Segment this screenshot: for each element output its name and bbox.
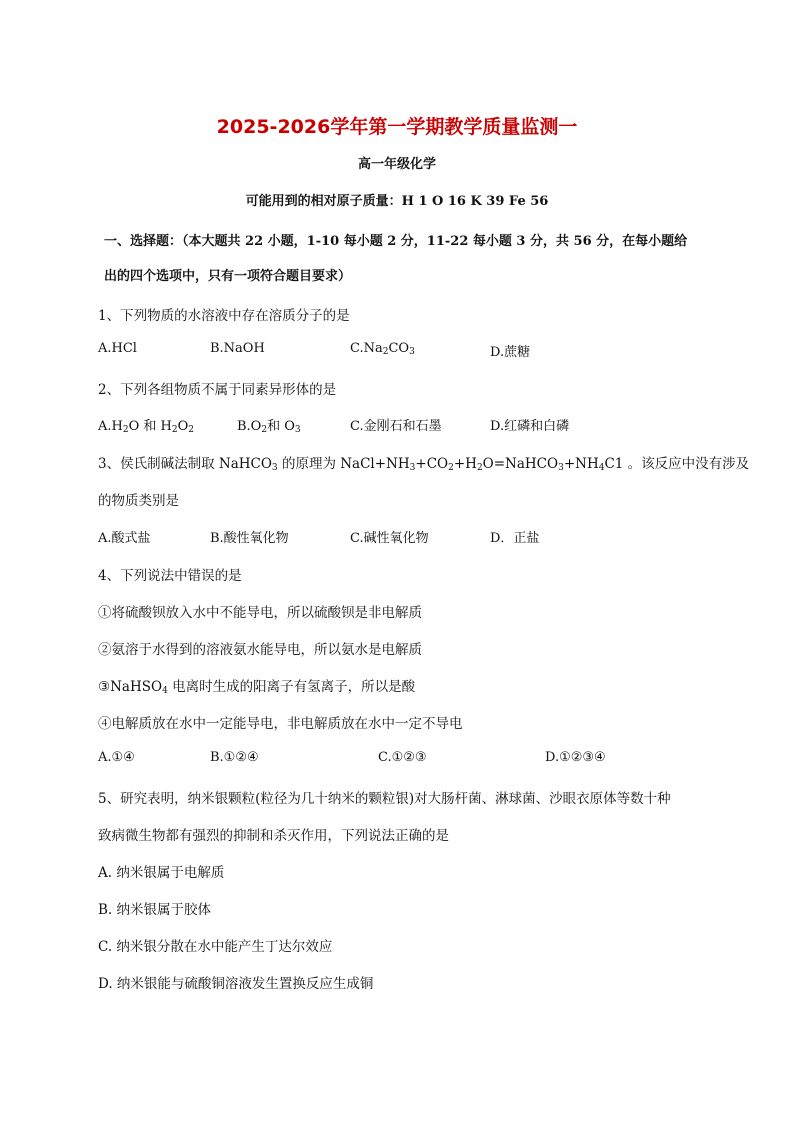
q1-stem: 1、下列物质的水溶液中存在溶质分子的是 [98,308,350,324]
q1-option-b: B.NaOH [210,341,265,356]
q4-option-c: C.①②③ [378,750,427,765]
q3-option-d: D．正盐 [490,531,540,546]
q3-stem-line2: 的物质类别是 [98,493,179,509]
q4-option-d: D.①②③④ [545,750,606,765]
exam-title: 2025-2026学年第一学期教学质量监测一 [216,116,578,138]
q1-option-c: $C.Na_2CO_3$ [350,341,415,357]
q4-statement-4: ④电解质放在水中一定能导电，非电解质放在水中一定不导电 [98,716,463,732]
q2-stem: 2、下列各组物质不属于同素异形体的是 [98,382,337,398]
q2-option-b: $B.O_2$和 $O_3$ [237,419,301,435]
q4-option-b: B.①②④ [210,750,259,765]
q5-option-b: B. 纳米银属于胶体 [98,902,212,918]
q1-option-d: D.蔗糖 [490,345,531,360]
q3-option-a: A.酸式盐 [98,531,151,546]
q2-option-d: D.红磷和白磷 [490,419,570,434]
q2-option-a: $A.H_2O$ 和 $H_2O_2$ [98,419,194,435]
q5-option-c: C. 纳米银分散在水中能产生丁达尔效应 [98,939,333,955]
q5-stem-line1: 5、研究表明，纳米银颗粒(粒径为几十纳米的颗粒银)对大肠杆菌、淋球菌、沙眼衣原体等数十种 [98,791,671,807]
q4-option-a: A.①④ [98,750,135,765]
q5-option-d: D. 纳米银能与硫酸铜溶液发生置换反应生成铜 [98,976,374,992]
atomic-masses-line: 可能用到的相对原子质量：H 1 O 16 K 39 Fe 56 [245,194,549,209]
section-heading-line1: 一、选择题：（本大题共 22 小题，1-10 每小题 2 分，11-22 每小题 3 分，共 56 分，在每小题给 [104,234,688,249]
q5-option-a: A. 纳米银属于电解质 [98,865,225,881]
q5-stem-line2: 致病微生物都有强烈的抑制和杀灭作用，下列说法正确的是 [98,828,449,844]
q2-option-c: C.金刚石和石墨 [350,419,442,434]
q4-statement-3: ③NaHSO$_4$ 电离时生成的阳离子有氢离子，所以是酸 [98,679,416,696]
q4-statement-2: ②氨溶于水得到的溶液氨水能导电，所以氨水是电解质 [98,642,422,658]
q3-option-c: C.碱性氧化物 [350,531,429,546]
q4-statement-1: ①将硫酸钡放入水中不能导电，所以硫酸钡是非电解质 [98,605,422,621]
section-heading-line2: 出的四个选项中，只有一项符合题目要求） [104,269,352,284]
q4-stem: 4、下列说法中错误的是 [98,568,242,584]
exam-subtitle: 高一年级化学 [357,157,436,172]
q3-stem-line1: 3、侯氏制碱法制取 NaHCO$_3$ 的原理为 $NaCl+NH_3+CO_2+H_2O=NaHCO_3+NH_4C1$ 。该反应中没有涉及 [98,456,750,473]
q1-option-a: A.HCl [98,341,137,356]
q3-option-b: B.酸性氧化物 [210,531,289,546]
